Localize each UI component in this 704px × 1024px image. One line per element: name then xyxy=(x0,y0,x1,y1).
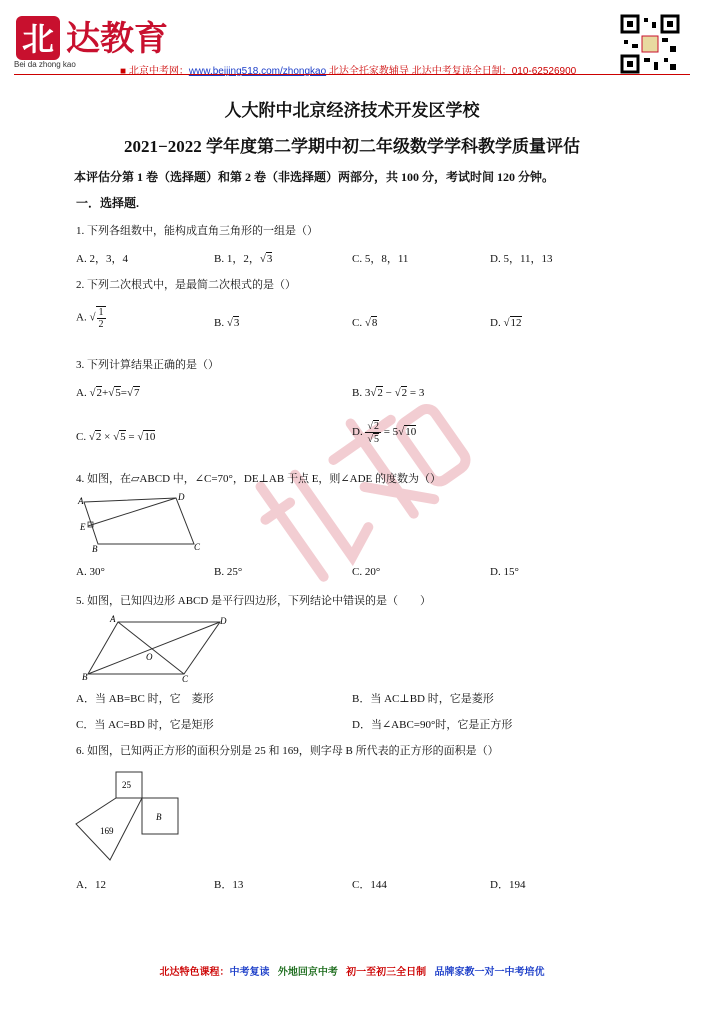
q1-option-c: C. 5，8，11 xyxy=(352,253,409,265)
q5-option-d: D．当∠ABC=90°时，它是正方形 xyxy=(352,719,513,731)
phone: 010-62526900 xyxy=(511,66,577,77)
section-heading: 一．选择题. xyxy=(76,196,140,210)
q4-stem: 4. 如图，在▱ABCD 中，∠C=70°，DE⊥AB 于点 E，则∠ADE 的度数为（） xyxy=(76,473,442,485)
exam-intro: 本评估分第 1 卷（选择题）和第 2 卷（非选择题）两部分，共 100 分，考试时间 120 分钟。 xyxy=(74,170,555,184)
q1-option-b: B. 1，2，√3 xyxy=(214,253,273,265)
footer-course-4: 品牌家教一对一中考培优 xyxy=(434,967,545,978)
q5-label-o: O xyxy=(146,652,153,662)
q4-option-b: B. 25° xyxy=(214,566,243,578)
q4-option-c: C. 20° xyxy=(352,566,381,578)
q5-option-a: A．当 AB=BC 时，它 菱形 xyxy=(76,693,214,705)
site-link[interactable]: www.beijing518.com/zhongkao xyxy=(188,66,327,77)
q2-option-c: C. √8 xyxy=(352,317,378,329)
footer-course-3: 初一至初三全日制 xyxy=(346,967,427,978)
header-divider xyxy=(14,74,690,75)
q3-option-c: C. √2 × √5 = √10 xyxy=(76,431,156,443)
q5-label-c: C xyxy=(182,674,189,682)
q2-option-b: B. √3 xyxy=(214,317,240,329)
q6-label-25: 25 xyxy=(122,780,131,790)
q2-option-a: A. √ $\frac{1}{2}$ xyxy=(76,307,104,330)
q6-figure xyxy=(74,768,184,869)
q2-stem: 2. 下列二次根式中，是最简二次根式的是（） xyxy=(76,279,296,291)
qr-code-icon xyxy=(620,14,680,74)
q1-stem: 1. 下列各组数中，能构成直角三角形的一组是（） xyxy=(76,225,318,237)
q4-option-d: D. 15° xyxy=(490,566,519,578)
q3-option-d: D. $\frac{√2}{√5}$ = 5√10 xyxy=(352,421,417,445)
q4-label-d: D xyxy=(178,492,185,502)
q1-option-d: D. 5，11，13 xyxy=(490,253,553,265)
footer-course-2: 外地回京中考 xyxy=(277,967,338,978)
service-1: 北达全托家教辅导 xyxy=(328,66,409,77)
q6-option-a: A．12 xyxy=(76,879,106,891)
q4-label-a: A xyxy=(78,496,84,506)
q4-option-a: A. 30° xyxy=(76,566,105,578)
service-2: 北达中考复读全日制： xyxy=(411,66,512,77)
q5-label-a: A xyxy=(110,614,116,624)
school-title: 人大附中北京经济技术开发区学校 xyxy=(224,101,480,120)
site-label: ■ 北京中考网： xyxy=(120,66,189,77)
q4-label-b: B xyxy=(92,544,98,552)
q5-figure xyxy=(80,612,230,687)
footer xyxy=(0,963,704,978)
q6-label-b: B xyxy=(156,812,162,822)
q4-figure xyxy=(76,490,206,557)
q4-label-e: E xyxy=(80,522,86,532)
footer-label: 北达特色课程： xyxy=(159,967,230,978)
q5-label-b: B xyxy=(82,672,88,682)
q5-option-c: C．当 AC=BD 时，它是矩形 xyxy=(76,719,214,731)
q5-stem: 5. 如图，已知四边形 ABCD 是平行四边形，下列结论中错误的是（ ） xyxy=(76,595,432,607)
q6-option-b: B．13 xyxy=(214,879,244,891)
q2-option-d: D. √12 xyxy=(490,317,522,329)
q3-option-a: A. √2+√5=√7 xyxy=(76,387,140,399)
q6-stem: 6. 如图，已知两正方形的面积分别是 25 和 169，则字母 B 所代表的正方形的面积是（） xyxy=(76,745,499,757)
q5-option-b: B．当 AC⊥BD 时，它是菱形 xyxy=(352,693,494,705)
q5-label-d: D xyxy=(220,616,227,626)
q6-option-d: D．194 xyxy=(490,879,526,891)
q6-label-169: 169 xyxy=(100,826,114,836)
q1-option-a: A. 2，3，4 xyxy=(76,253,128,265)
footer-course-1: 中考复读 xyxy=(229,967,270,978)
q3-stem: 3. 下列计算结果正确的是（） xyxy=(76,359,219,371)
exam-title: 2021−2022 学年度第二学期中初二年级数学学科教学质量评估 xyxy=(124,137,580,156)
q4-label-c: C xyxy=(194,542,201,552)
logo-name: 达教育 xyxy=(66,19,168,59)
q3-option-b: B. 3√2 − √2 = 3 xyxy=(352,387,425,399)
q6-option-c: C．144 xyxy=(352,879,387,891)
brand-pinyin: Bei da zhong kao xyxy=(14,60,76,69)
logo-char: 北 xyxy=(21,20,55,58)
